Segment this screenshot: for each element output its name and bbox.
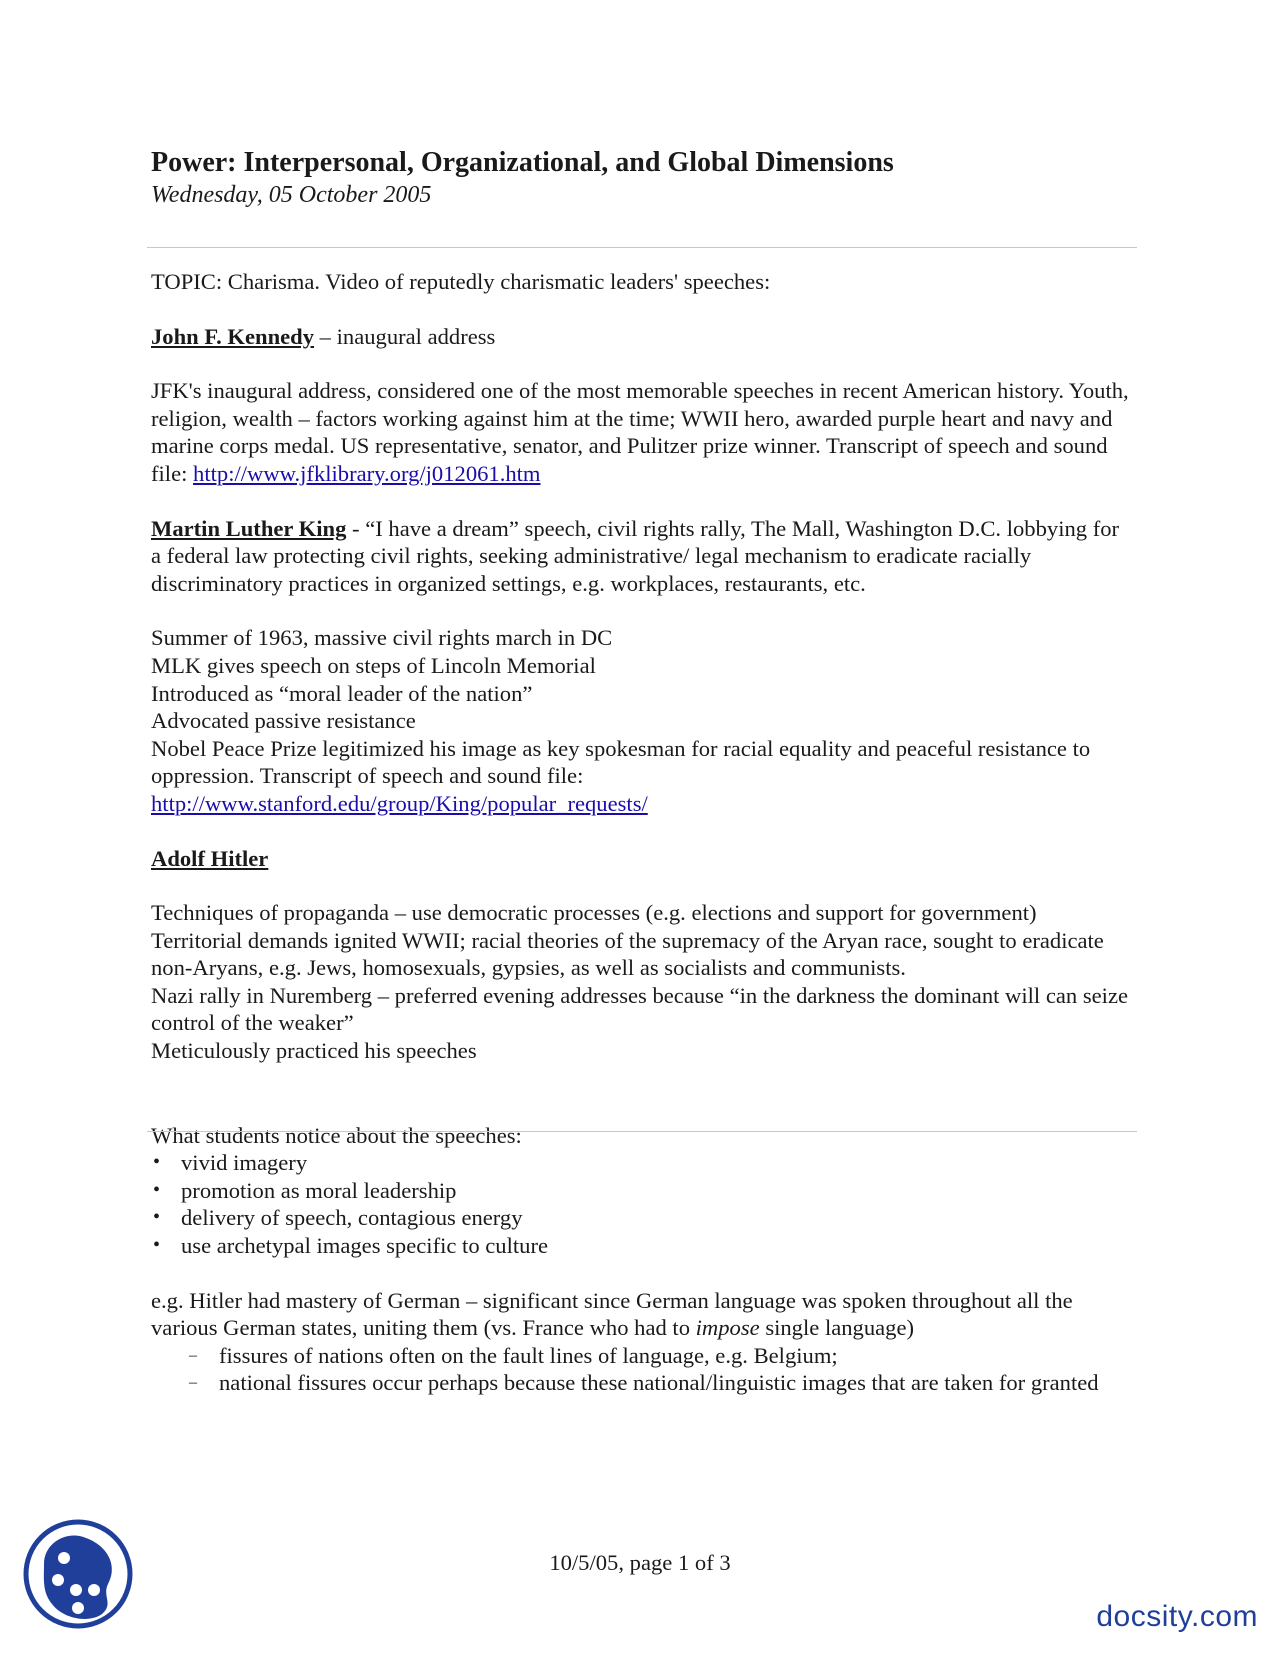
example-list	[151, 1342, 1131, 1397]
kennedy-paragraph	[151, 377, 1131, 487]
kennedy-subtitle: – inaugural address	[314, 323, 496, 349]
list-item: • promotion as moral leadership	[151, 1177, 1131, 1205]
divider	[147, 247, 1137, 248]
list-item: – fissures of nations often on the fault lines of language, e.g. Belgium;	[187, 1342, 1131, 1370]
notice-section	[151, 1122, 1131, 1260]
hitler-line: Techniques of propaganda – use democratic processes (e.g. elections and support for government)	[151, 900, 1037, 926]
list-item: – national fissures occur perhaps because these national/linguistic images that are taken for granted	[187, 1369, 1131, 1397]
king-details	[151, 624, 1131, 817]
hitler-heading	[151, 845, 1131, 873]
king-paragraph	[151, 515, 1131, 598]
kennedy-name: John F. Kennedy	[151, 323, 315, 349]
list-item: • delivery of speech, contagious energy	[151, 1204, 1131, 1232]
hitler-line: Meticulously practiced his speeches	[151, 1038, 477, 1064]
document-date: Wednesday, 05 October 2005	[151, 182, 432, 208]
king-line: MLK gives speech on steps of Lincoln Memorial	[151, 652, 596, 678]
notice-heading: What students notice about the speeches:	[151, 1122, 522, 1148]
example-paragraph	[151, 1287, 1131, 1342]
divider	[147, 1131, 1137, 1132]
page-title: Power: Interpersonal, Organizational, and Global Dimensions	[151, 147, 894, 178]
notice-list	[151, 1149, 1131, 1259]
kennedy-heading	[151, 323, 1131, 351]
hitler-line: Territorial demands ignited WWII; racial theories of the supremacy of the Aryan race, sought to eradicate non-Aryans, e.g. Jews, homosexuals, gypsies, as well as socialists and communists.	[151, 927, 1104, 981]
king-name: Martin Luther King	[151, 515, 347, 541]
hitler-details	[151, 899, 1131, 1065]
example-text: e.g. Hitler had mastery of German – significant since German language was spoken throughout all the various German states, uniting them (vs. France who had to	[151, 1287, 1073, 1341]
list-item: • vivid imagery	[151, 1149, 1131, 1177]
jfk-library-link[interactable]: http://www.jfklibrary.org/j012061.htm	[193, 460, 541, 486]
kennedy-body: JFK's inaugural address, considered one of the most memorable speeches in recent American history. Youth, religion, wealth – factors working against him at the time; WWII hero, awarded purple heart and navy and marine corps medal. US representative, senator, and Pulitzer prize winner. Transcript of speech and sound file:	[151, 378, 1129, 486]
example-text-end: single language)	[759, 1315, 915, 1341]
hitler-name: Adolf Hitler	[151, 845, 269, 871]
list-item: • use archetypal images specific to culture	[151, 1232, 1131, 1260]
king-closing: Nobel Peace Prize legitimized his image as key spokesman for racial equality and peaceful resistance to oppression. Transcript of speech and sound file:	[151, 735, 1091, 789]
topic-line: TOPIC: Charisma. Video of reputedly charismatic leaders' speeches:	[151, 269, 771, 294]
docsity-brand-text[interactable]: docsity.com	[1096, 1600, 1258, 1633]
king-line: Advocated passive resistance	[151, 708, 416, 734]
king-intro: - “I have a dream” speech, civil rights rally, The Mall, Washington D.C. lobbying for a federal law protecting civil rights, seeking administrative/ legal mechanism to eradicate racially discriminatory practices in organized settings, e.g. workplaces, restaurants, etc.	[151, 515, 1120, 596]
king-line: Introduced as “moral leader of the nation”	[151, 680, 533, 706]
king-line: Summer of 1963, massive civil rights march in DC	[151, 625, 613, 651]
document-page	[151, 146, 1131, 1397]
page-footer: 10/5/05, page 1 of 3	[549, 1550, 731, 1575]
stanford-king-link[interactable]: http://www.stanford.edu/group/King/popular_requests/	[151, 790, 648, 816]
hitler-line: Nazi rally in Nuremberg – preferred evening addresses because “in the darkness the dominant will can seize control of the weaker”	[151, 982, 1129, 1036]
example-section	[151, 1287, 1131, 1397]
docsity-logo-icon[interactable]	[22, 1518, 134, 1630]
example-emphasis: impose	[695, 1315, 760, 1341]
